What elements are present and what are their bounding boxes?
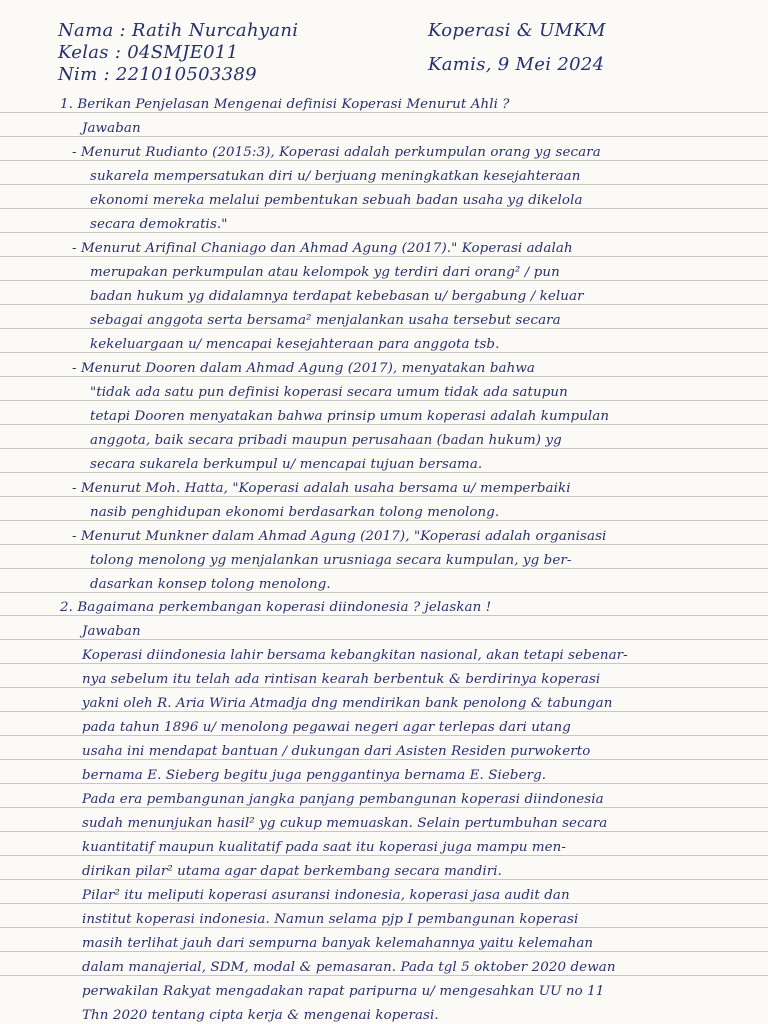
handwritten-line: merupakan perkumpulan atau kelompok yg terdiri dari orang² / pun xyxy=(90,264,560,280)
handwritten-line: sebagai anggota serta bersama² menjalankan usaha tersebut secara xyxy=(90,312,561,328)
handwritten-line: anggota, baik secara pribadi maupun perusahaan (badan hukum) yg xyxy=(90,432,562,448)
handwritten-line: dalam manajerial, SDM, modal & pemasaran. Pada tgl 5 oktober 2020 dewan xyxy=(82,960,616,976)
student-nim: Nim : 221010503389 xyxy=(58,64,257,85)
student-info xyxy=(58,20,298,86)
handwritten-line: Pada era pembangunan jangka panjang pembangunan koperasi diindonesia xyxy=(82,792,604,808)
student-name: Nama : Ratih Nurcahyani xyxy=(58,20,299,41)
handwritten-line: - Menurut Arifinal Chaniago dan Ahmad Agung (2017)." Koperasi adalah xyxy=(72,240,573,256)
question-2: 2. Bagaimana perkembangan koperasi diindonesia ? jelaskan ! xyxy=(60,600,492,616)
handwritten-line: usaha ini mendapat bantuan / dukungan dari Asisten Residen purwokerto xyxy=(82,744,591,760)
handwritten-line: secara sukarela berkumpul u/ mencapai tujuan bersama. xyxy=(90,456,483,472)
handwritten-line: sukarela mempersatukan diri u/ berjuang meningkatkan kesejahteraan xyxy=(90,168,581,184)
handwritten-line: badan hukum yg didalamnya terdapat kebebasan u/ bergabung / keluar xyxy=(90,288,584,304)
handwritten-line: tetapi Dooren menyatakan bahwa prinsip umum koperasi adalah kumpulan xyxy=(90,408,610,424)
handwritten-line: dasarkan konsep tolong menolong. xyxy=(90,576,331,592)
handwritten-line: perwakilan Rakyat mengadakan rapat paripurna u/ mengesahkan UU no 11 xyxy=(82,984,605,999)
answer-label: Jawaban xyxy=(82,121,141,136)
handwritten-line: Thn 2020 tentang cipta kerja & mengenai koperasi. xyxy=(82,1008,439,1023)
handwritten-line: - Menurut Munkner dalam Ahmad Agung (2017), "Koperasi adalah organisasi xyxy=(72,528,607,544)
handwritten-line: Koperasi diindonesia lahir bersama kebangkitan nasional, akan tetapi sebenar- xyxy=(82,648,628,664)
handwritten-line: masih terlihat jauh dari sempurna banyak kelemahannya yaitu kelemahan xyxy=(82,936,594,952)
handwritten-line: nya sebelum itu telah ada rintisan kearah berbentuk & berdirinya koperasi xyxy=(82,672,601,688)
handwritten-line: - Menurut Dooren dalam Ahmad Agung (2017), menyatakan bahwa xyxy=(72,360,535,376)
handwritten-line: kekeluargaan u/ mencapai kesejahteraan para anggota tsb. xyxy=(90,336,500,352)
handwritten-line: kuantitatif maupun kualitatif pada saat itu koperasi juga mampu men- xyxy=(82,840,567,856)
course-title: Koperasi & UMKM xyxy=(428,20,606,41)
handwritten-line: Pilar² itu meliputi koperasi asuransi indonesia, koperasi jasa audit dan xyxy=(82,888,570,904)
handwritten-line: pada tahun 1896 u/ menolong pegawai negeri agar terlepas dari utang xyxy=(82,720,571,736)
handwritten-line: tolong menolong yg menjalankan urusniaga secara kumpulan, yg ber- xyxy=(90,552,572,568)
handwritten-line: dirikan pilar² utama agar dapat berkembang secara mandiri. xyxy=(82,864,502,880)
handwritten-line: - Menurut Rudianto (2015:3), Koperasi adalah perkumpulan orang yg secara xyxy=(72,144,601,160)
handwritten-line: secara demokratis." xyxy=(90,216,228,232)
handwritten-line: - Menurut Moh. Hatta, "Koperasi adalah usaha bersama u/ memperbaiki xyxy=(72,480,571,496)
handwritten-line: institut koperasi indonesia. Namun selama pjp I pembangunan koperasi xyxy=(82,912,579,928)
handwritten-line: bernama E. Sieberg begitu juga penggantinya bernama E. Sieberg. xyxy=(82,768,547,784)
course-info xyxy=(428,20,606,76)
answer-label: Jawaban xyxy=(82,624,141,640)
question-1: 1. Berikan Penjelasan Mengenai definisi Koperasi Menurut Ahli ? xyxy=(60,97,510,112)
student-class: Kelas : 04SMJE011 xyxy=(58,42,239,63)
handwritten-line: sudah menunjukan hasil² yg cukup memuaskan. Selain pertumbuhan secara xyxy=(82,816,608,832)
handwritten-line: ekonomi mereka melalui pembentukan sebuah badan usaha yg dikelola xyxy=(90,192,583,208)
date-text: Kamis, 9 Mei 2024 xyxy=(428,54,605,75)
handwritten-line: yakni oleh R. Aria Wiria Atmadja dng mendirikan bank penolong & tabungan xyxy=(82,696,613,712)
handwritten-line: nasib penghidupan ekonomi berdasarkan tolong menolong. xyxy=(90,504,500,520)
handwritten-line: "tidak ada satu pun definisi koperasi secara umum tidak ada satupun xyxy=(90,384,568,400)
